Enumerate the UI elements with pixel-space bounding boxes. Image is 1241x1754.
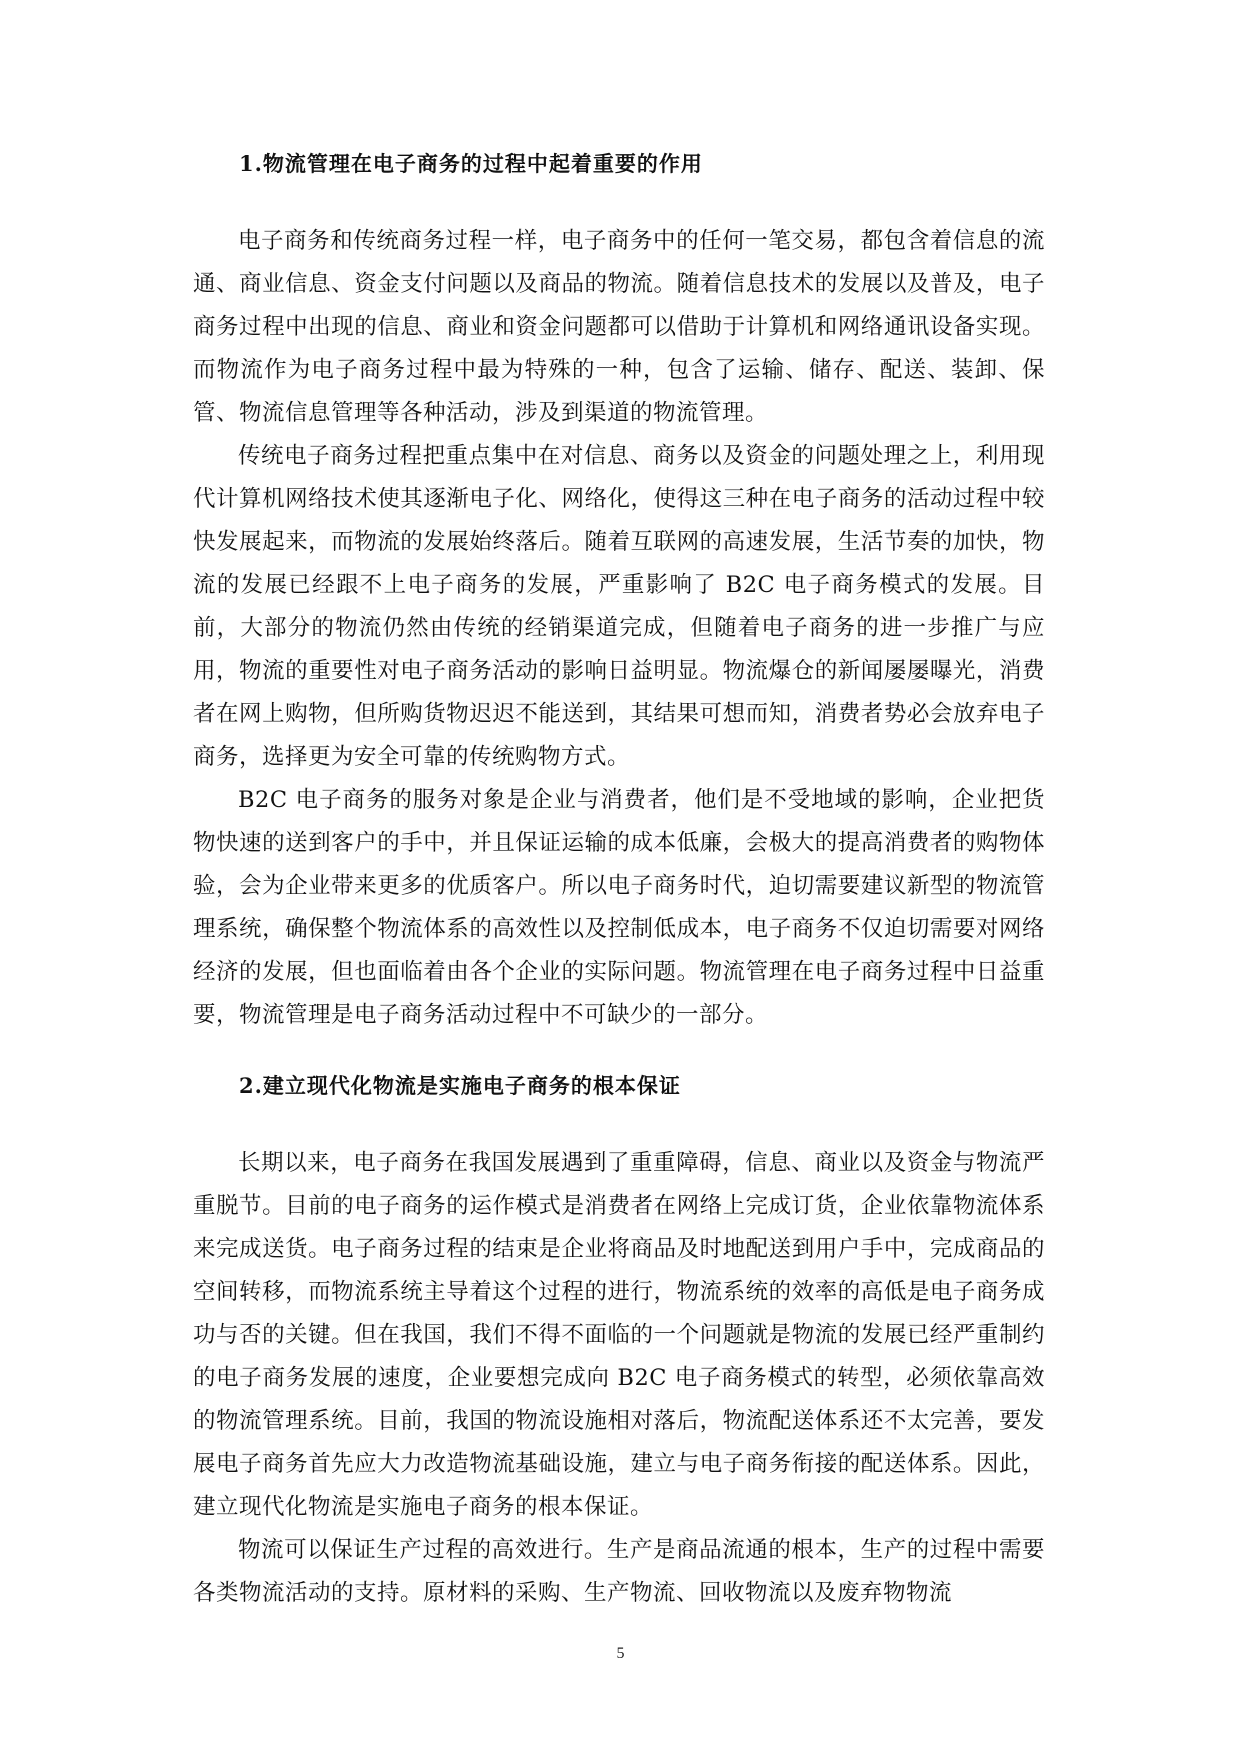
page-number: 5: [616, 1645, 625, 1662]
section-heading-2: 2.建立现代化物流是实施电子商务的根本保证: [239, 1073, 681, 1098]
paragraph: 长期以来，电子商务在我国发展遇到了重重障碍，信息、商业以及资金与物流严重脱节。目前的电子商务的运作模式是消费者在网络上完成订货，企业依靠物流体系来完成送货。电子商务过程的结束是企业将商品及时地配送到用户手中，完成商品的空间转移，而物流系统主导着这个过程的进行，物流系统的效率的高低是电子商务成功与否的关键。但在我国，我们不得不面临的一个问题就是物流的发展已经严重制约的电子商务发展的速度，企业要想完成向 B2C 电子商务模式的转型，必须依靠高效的物流管理系统。目前，我国的物流设施相对落后，物流配送体系还不太完善，要发展电子商务首先应大力改造物流基础设施，建立与电子商务衔接的配送体系。因此，建立现代化物流是实施电子商务的根本保证。: [193, 1150, 1045, 1520]
paragraph: 物流可以保证生产过程的高效进行。生产是商品流通的根本，生产的过程中需要各类物流活动的支持。原材料的采购、生产物流、回收物流以及废弃物物流: [193, 1537, 1045, 1606]
paragraph: 电子商务和传统商务过程一样，电子商务中的任何一笔交易，都包含着信息的流通、商业信息、资金支付问题以及商品的物流。随着信息技术的发展以及普及，电子商务过程中出现的信息、商业和资金问题都可以借助于计算机和网络通讯设备实现。而物流作为电子商务过程中最为特殊的一种，包含了运输、储存、配送、装卸、保管、物流信息管理等各种活动，涉及到渠道的物流管理。: [193, 228, 1045, 426]
section-heading-1: 1.物流管理在电子商务的过程中起着重要的作用: [239, 151, 703, 176]
paragraph: 传统电子商务过程把重点集中在对信息、商务以及资金的问题处理之上，利用现代计算机网络技术使其逐渐电子化、网络化，使得这三种在电子商务的活动过程中较快发展起来，而物流的发展始终落后。随着互联网的高速发展，生活节奏的加快，物流的发展已经跟不上电子商务的发展，严重影响了 B2C 电子商务模式的发展。目前，大部分的物流仍然由传统的经销渠道完成，但随着电子商务的进一步推广与应用，物流的重要性对电子商务活动的影响日益明显。物流爆仓的新闻屡屡曝光，消费者在网上购物，但所购货物迟迟不能送到，其结果可想而知，消费者势必会放弃电子商务，选择更为安全可靠的传统购物方式。: [193, 443, 1045, 770]
paragraph: B2C 电子商务的服务对象是企业与消费者，他们是不受地域的影响，企业把货物快速的送到客户的手中，并且保证运输的成本低廉，会极大的提高消费者的购物体验，会为企业带来更多的优质客户。所以电子商务时代，迫切需要建议新型的物流管理系统，确保整个物流体系的高效性以及控制低成本，电子商务不仅迫切需要对网络经济的发展，但也面临着由各个企业的实际问题。物流管理在电子商务过程中日益重要，物流管理是电子商务活动过程中不可缺少的一部分。: [193, 787, 1045, 1028]
page-content: [193, 150, 1045, 1615]
